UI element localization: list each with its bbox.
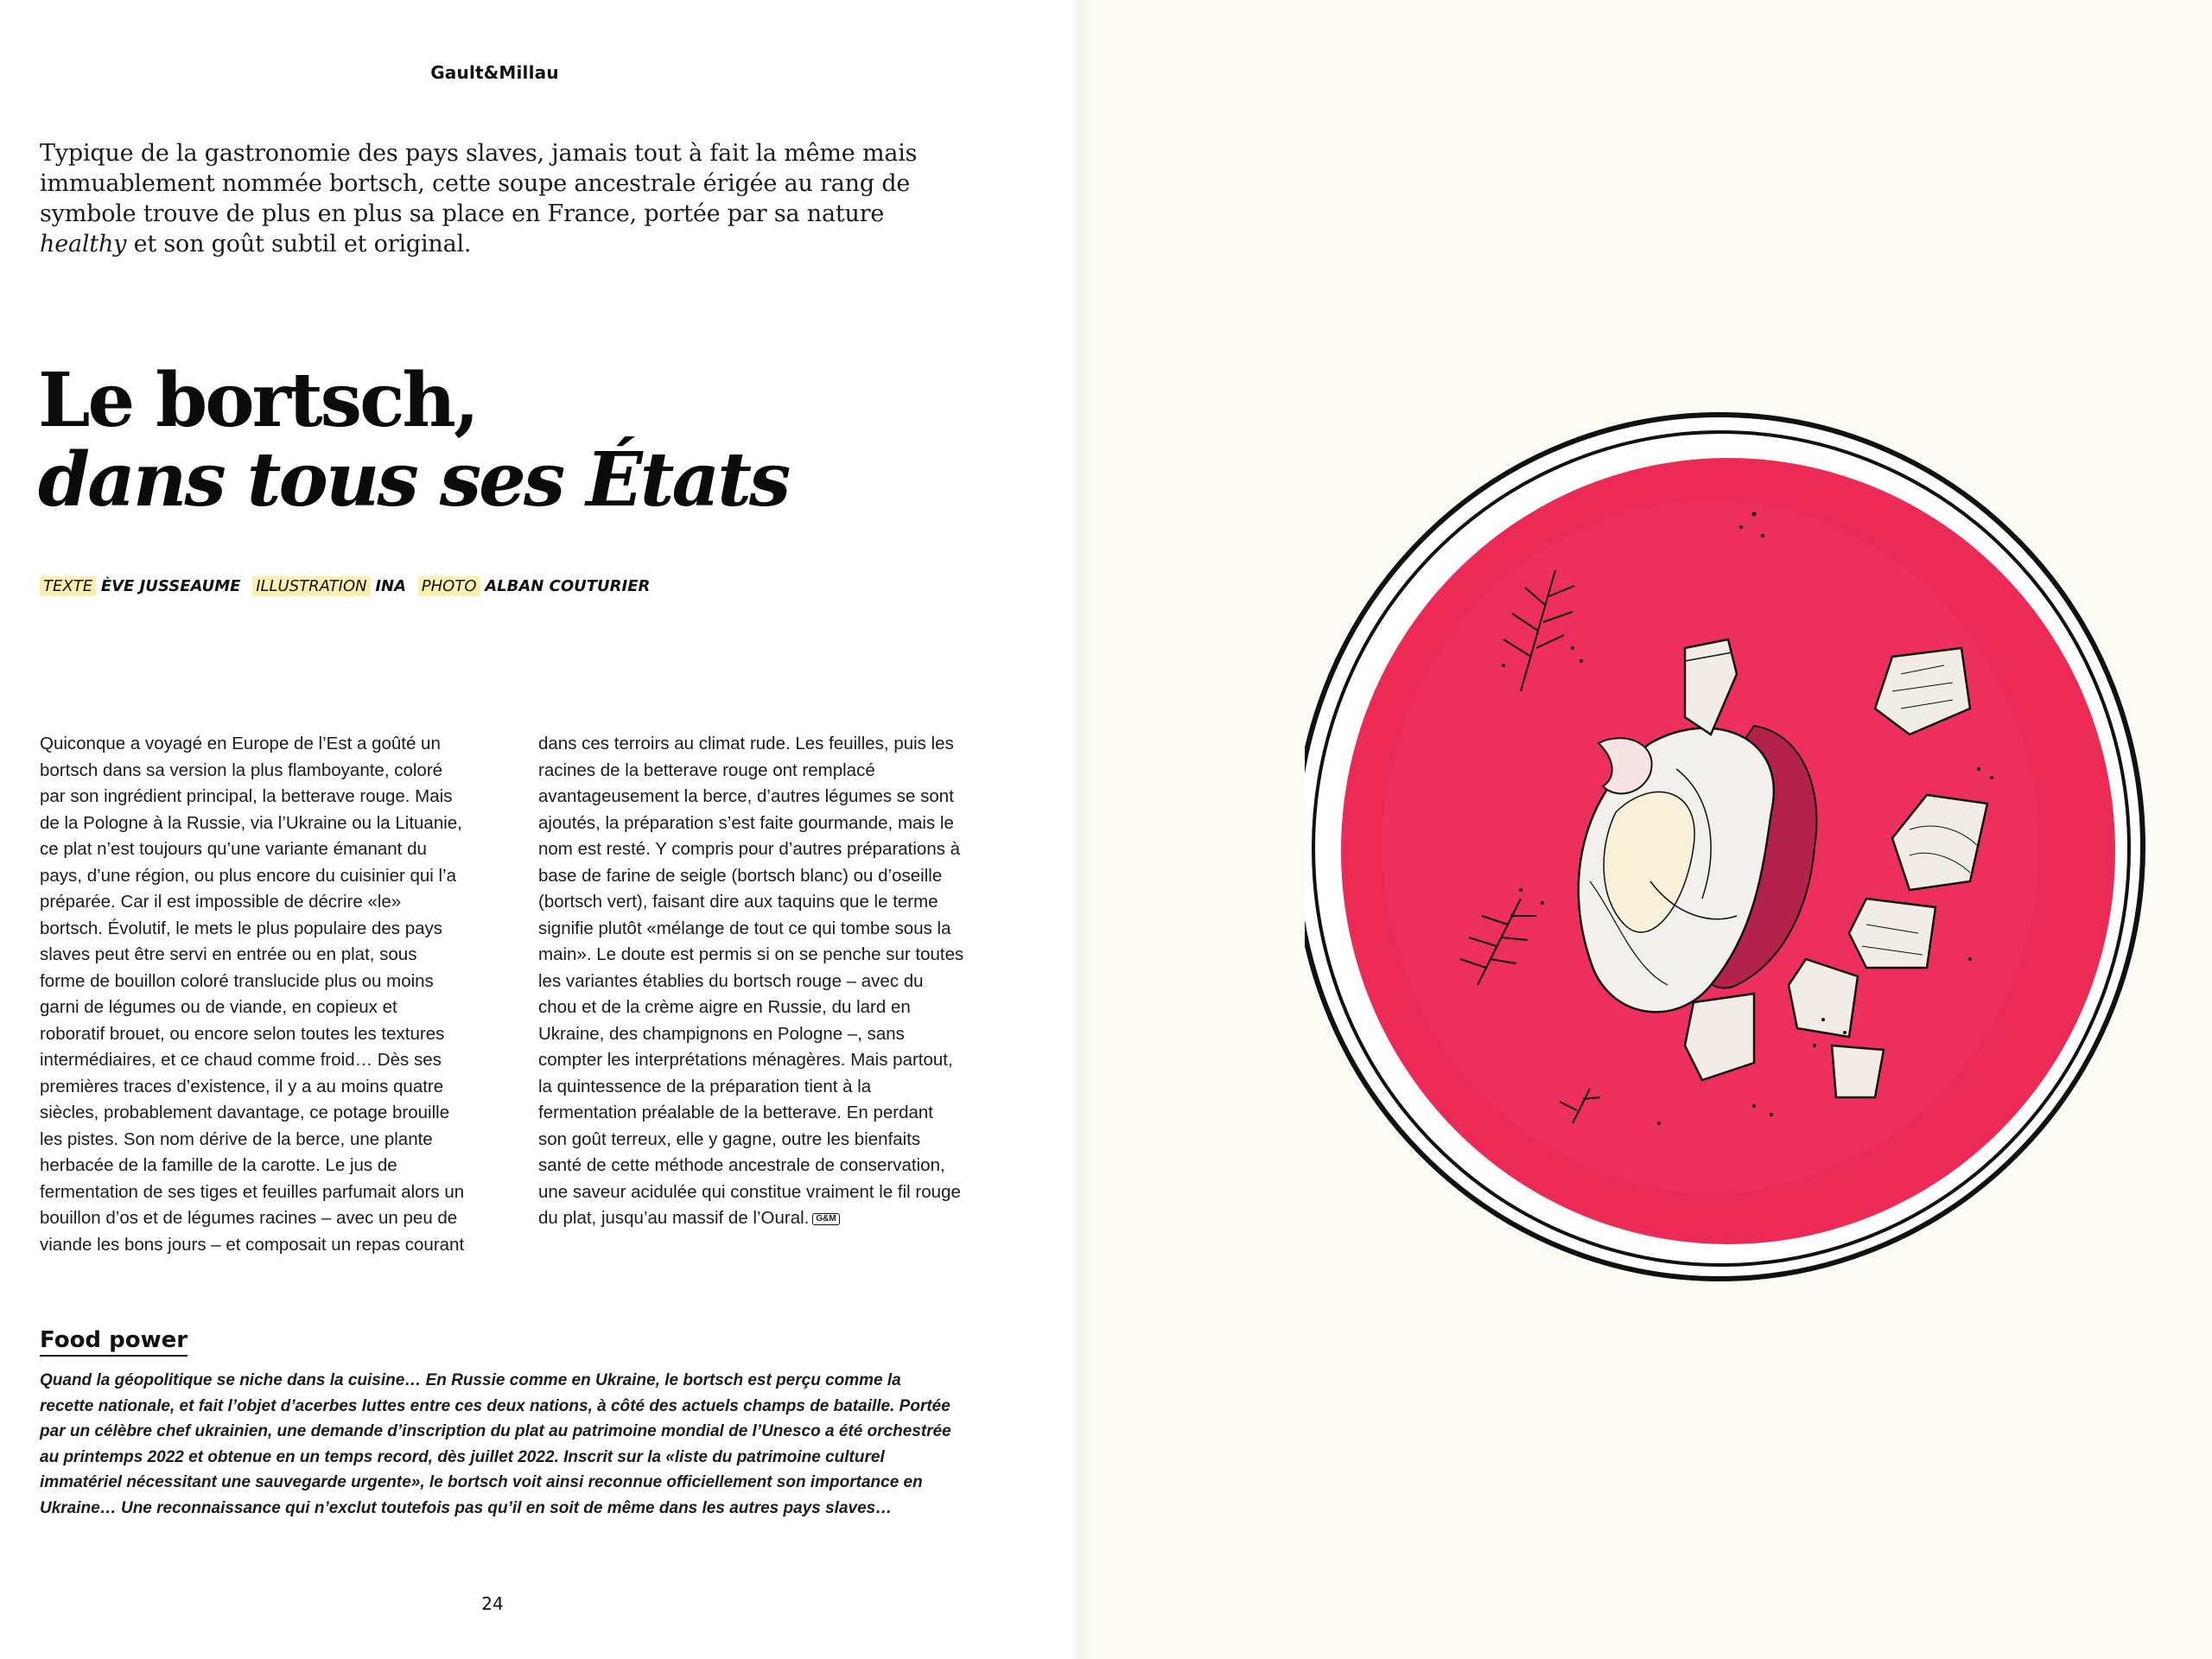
beet-cube-6 — [1832, 1046, 1884, 1097]
title-line-1: Le bortsch, — [38, 357, 477, 444]
sidebar-paragraph: Quand la géopolitique se niche dans la cuisine… En Russie comme en Ukraine, le bortsch est perçu comme la recette nationale, et fait l’objet d’acerbes luttes entre ces deux nations, à côté des actuels champs de bataille. Portée par un célèbre chef ukrainien, une demande d’inscription du plat au patrimoine mondial de l’Unesco a été orchestrée au printemps 2022 et obtenue en un temps record, dès juillet 2022. Inscrit sur la «liste du patrimoine culturel immatériel nécessitant une sauvegarde urgente», le bortsch voit ainsi reconnue officiellement son importance en Ukraine… Une reconnaissance qui n’exclut toutefois pas qu’il en soit de même dans les autres pays slaves… — [40, 1371, 951, 1517]
article-title — [38, 357, 1032, 524]
credit-label-photo: PHOTO — [418, 576, 480, 596]
borscht-illustration — [1305, 363, 2169, 1313]
credit-name-text: ÈVE JUSSEAUME — [100, 577, 241, 595]
intro-emphasis: healthy — [40, 231, 127, 257]
sidebar-title: Food power — [40, 1327, 188, 1357]
intro-text-start: Typique de la gastronomie des pays slaves, jamais tout à fait la même mais immuablement nommée bortsch, cette soupe ancestrale érigée au rang de symbole trouve de plus en plus sa place en France, portée par sa nature — [40, 140, 918, 227]
intro-paragraph — [40, 138, 938, 259]
page-gutter — [1070, 0, 1090, 1659]
end-of-article-mark: G&M — [812, 1213, 839, 1225]
magazine-brand: Gault&Millau — [430, 62, 559, 83]
credit-name-photo: ALBAN COUTURIER — [485, 577, 651, 595]
credit-name-illustration: INA — [375, 577, 407, 595]
beet-cube-3 — [1849, 899, 1936, 968]
credit-label-text: TEXTE — [40, 576, 96, 596]
beet-cube-5 — [1685, 994, 1754, 1080]
article-body — [40, 731, 964, 1258]
title-line-2: dans tous ses États — [38, 436, 789, 524]
credits-line — [40, 577, 657, 595]
page-number: 24 — [481, 1593, 504, 1614]
intro-text-end: et son goût subtil et original. — [126, 231, 472, 257]
sidebar-text — [40, 1368, 956, 1521]
article-body-text: Quiconque a voyagé en Europe de l’Est a goûté un bortsch dans sa version la plus flamboyante, coloré par son ingrédient principal, la betterave rouge. Mais de la Pologne à la Russie, via l’Ukraine ou la Lituanie, ce plat n’est toujours qu’une variante émanant du pays, d’une région, ou plus encore du cuisinier qui l’a préparée. Car il est impossible de décrire «le» bortsch. Évolutif, le mets le plus populaire des pays slaves peut être servi en entrée ou en plat, sous forme de bouillon coloré translucide plus ou moins garni de légumes ou de viande, en copieux et roboratif brouet, ou encore selon toutes les textures intermédiaires, et ce chaud comme froid… Dès ses premières traces d’existence, il y a au moins quatre siècles, probablement davantage, ce potage brouille les pistes. Son nom dérive de la berce, une plante herbacée de la famille de la carotte. Le jus de fermentation de ses tiges et feuilles parfumait alors un bouillon d’os et de légumes racines – avec un peu de viande les bons jours – et composait un repas courant dans ces terroirs au climat rude. Les feuilles, puis les racines de la betterave rouge ont remplacé avantageusement la berce, d’autres légumes se sont ajoutés, la préparation s’est faite gourmande, mais le nom est resté. Y compris pour d’autres préparations à base de farine de seigle (bortsch blanc) ou d’oseille (bortsch vert), faisant dire aux taquins que le terme signifie plutôt «mélange de tout ce qui tombe sous la main». Le doute est permis si on se penche sur toutes les variantes établies du bortsch rouge – avec du chou et de la crème aigre en Russie, du lard en Ukraine, des champignons en Pologne –, sans compter les interprétations ménagères. Mais partout, la quintessence de la préparation tient à la fermentation préalable de la betterave. En perdant son goût terreux, elle y gagne, outre les bienfaits santé de cette méthode ancestrale de conservation, une saveur acidulée qui constitue vraiment le fil rouge du plat, jusqu’au massif de l’Oural. — [40, 734, 964, 1255]
credit-label-illustration: ILLUSTRATION — [252, 576, 370, 596]
